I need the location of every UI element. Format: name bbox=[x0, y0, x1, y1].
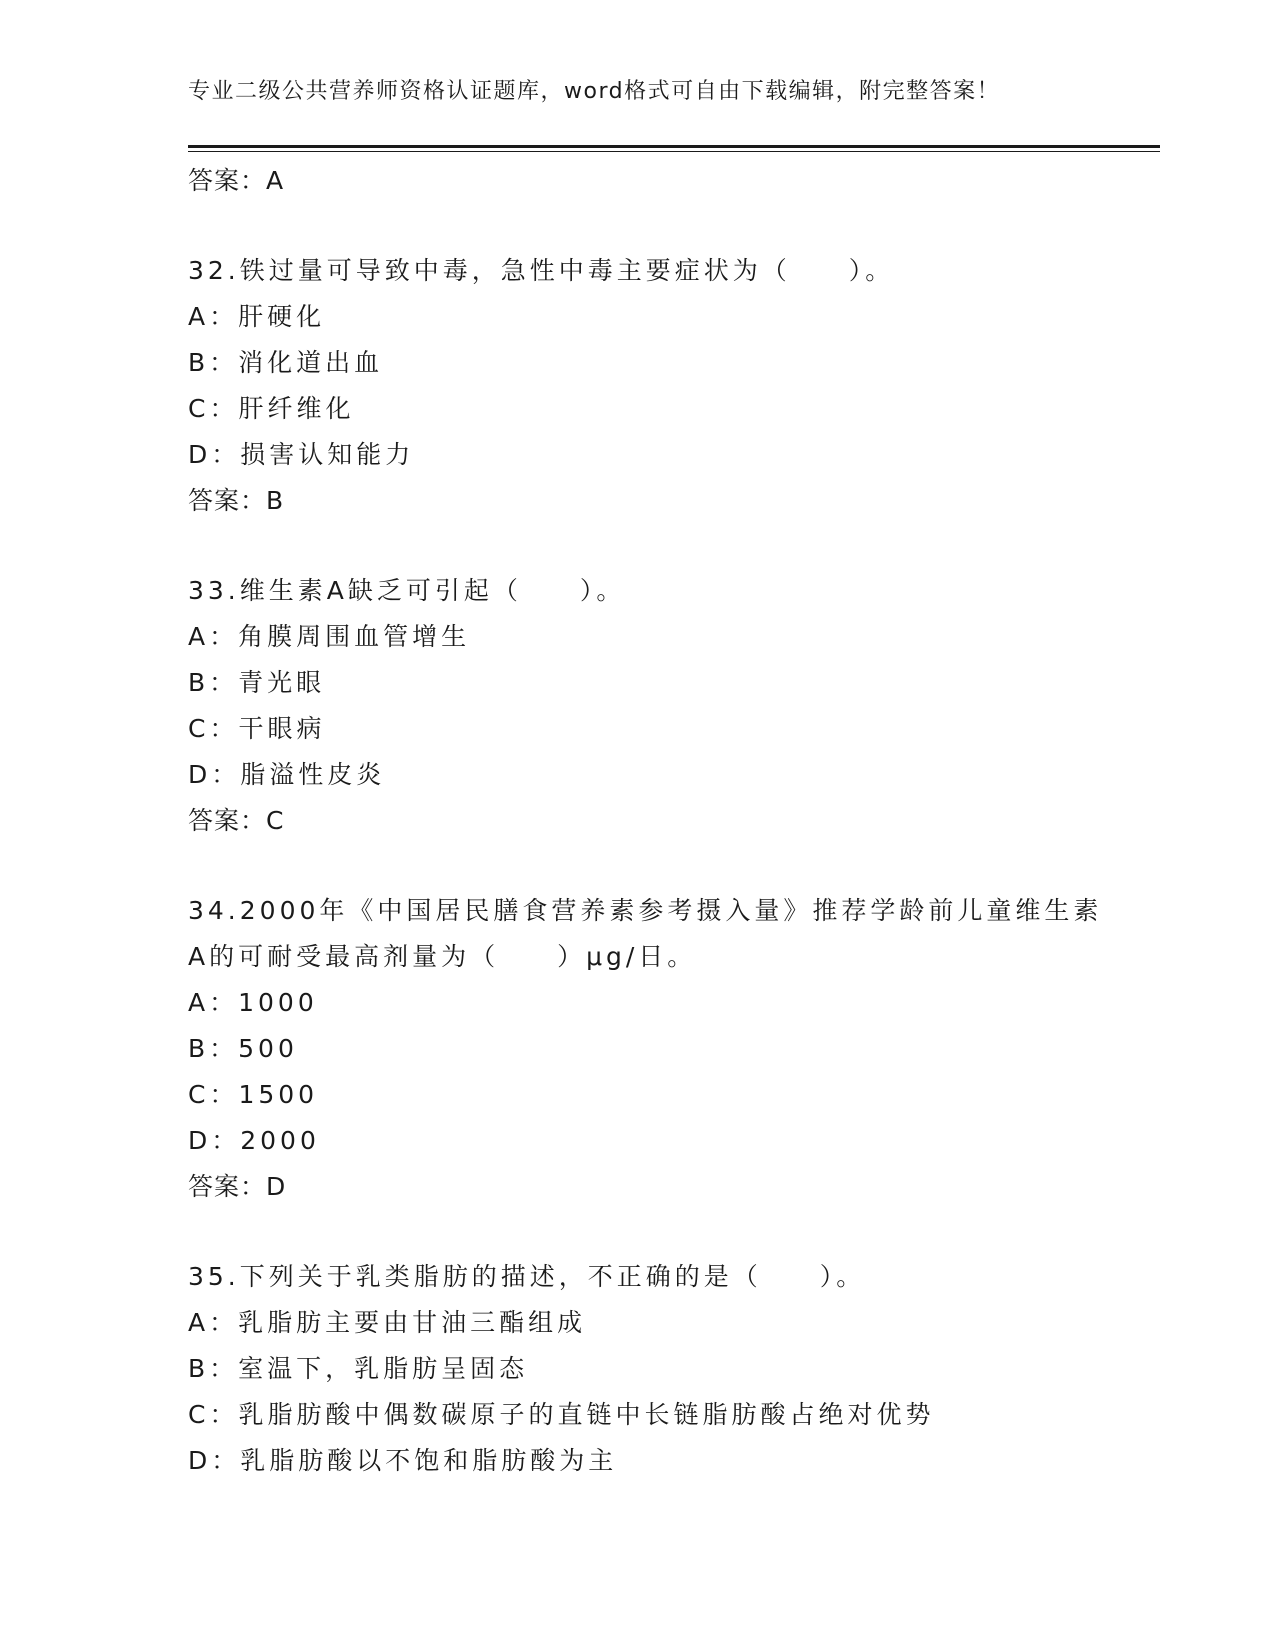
page-header: 专业二级公共营养师资格认证题库，word格式可自由下载编辑，附完整答案！ bbox=[188, 79, 1001, 104]
question-stem-cont: A的可耐受最高剂量为（ ）μg/日。 bbox=[188, 942, 697, 971]
spacer bbox=[188, 844, 1168, 888]
spacer bbox=[188, 204, 1168, 248]
question-list bbox=[188, 158, 1168, 1484]
option-a: A：1000 bbox=[188, 988, 318, 1017]
answer: 答案：D bbox=[188, 1172, 287, 1201]
option-d: D：损害认知能力 bbox=[188, 440, 415, 469]
option-b: B：500 bbox=[188, 1034, 298, 1063]
option-a: A：肝硬化 bbox=[188, 302, 326, 331]
option-c: C：1500 bbox=[188, 1080, 319, 1109]
option-a: A：乳脂肪主要由甘油三酯组成 bbox=[188, 1308, 587, 1337]
option-c: C：干眼病 bbox=[188, 714, 326, 743]
option-c: C：肝纤维化 bbox=[188, 394, 355, 423]
spacer bbox=[188, 1210, 1168, 1254]
option-b: B：消化道出血 bbox=[188, 348, 384, 377]
spacer bbox=[188, 524, 1168, 568]
question-35 bbox=[188, 1254, 1168, 1484]
question-33 bbox=[188, 568, 1168, 844]
option-c: C：乳脂肪酸中偶数碳原子的直链中长链脂肪酸占绝对优势 bbox=[188, 1400, 935, 1429]
question-stem: 35.下列关于乳类脂肪的描述，不正确的是（ ）。 bbox=[188, 1262, 866, 1291]
option-b: B：青光眼 bbox=[188, 668, 326, 697]
header-rule-thin bbox=[188, 151, 1160, 152]
answer: 答案：B bbox=[188, 486, 285, 515]
header-rule-thick bbox=[188, 145, 1160, 148]
question-34 bbox=[188, 888, 1168, 1210]
option-a: A：角膜周围血管增生 bbox=[188, 622, 471, 651]
option-d: D：2000 bbox=[188, 1126, 320, 1155]
question-stem: 32.铁过量可导致中毒，急性中毒主要症状为（ ）。 bbox=[188, 256, 895, 285]
answer-31: 答案：A bbox=[188, 166, 285, 195]
option-d: D：脂溢性皮炎 bbox=[188, 760, 386, 789]
question-stem: 33.维生素A缺乏可引起（ ）。 bbox=[188, 576, 626, 605]
answer: 答案：C bbox=[188, 806, 285, 835]
option-b: B：室温下，乳脂肪呈固态 bbox=[188, 1354, 529, 1383]
question-32 bbox=[188, 248, 1168, 524]
option-d: D：乳脂肪酸以不饱和脂肪酸为主 bbox=[188, 1446, 618, 1475]
question-stem: 34.2000年《中国居民膳食营养素参考摄入量》推荐学龄前儿童维生素 bbox=[188, 896, 1103, 925]
